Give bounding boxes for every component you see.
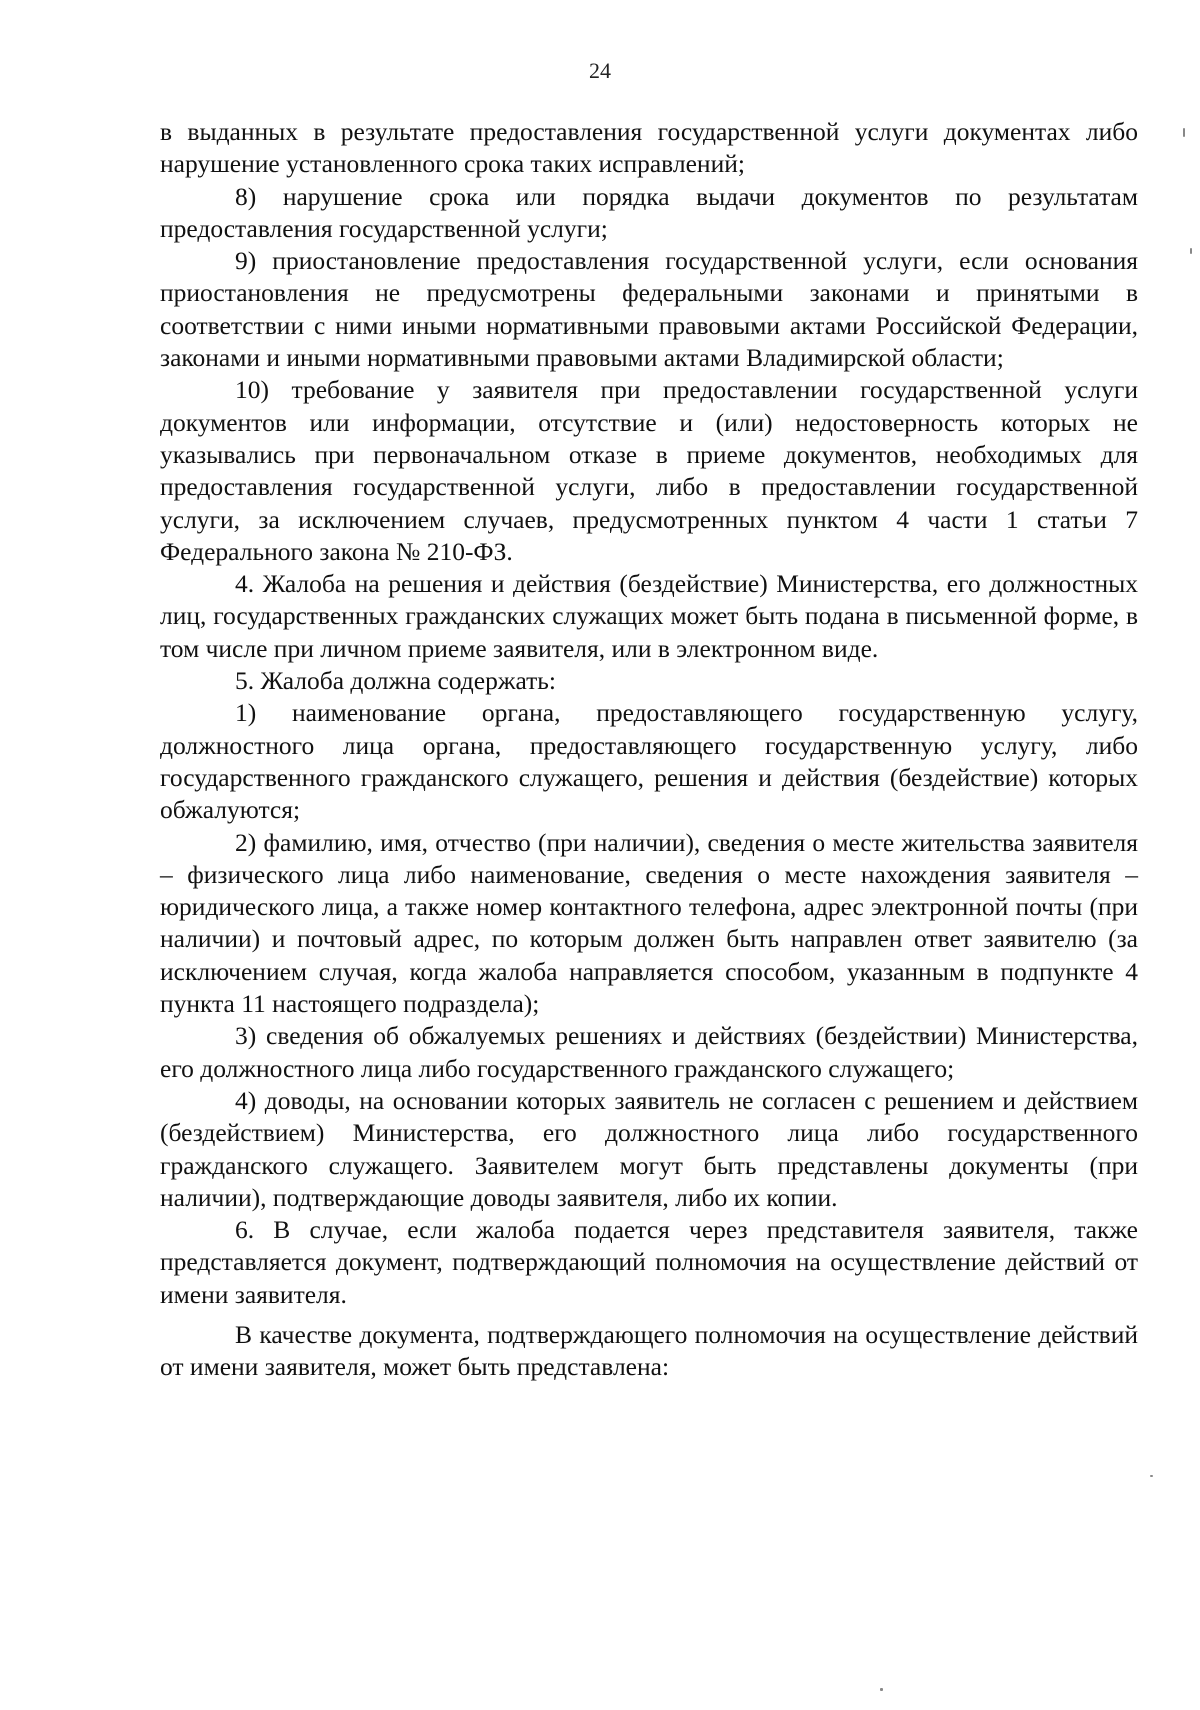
paragraph-clause-6: 6. В случае, если жалоба подается через представителя заявителя, также представляется документ, подтверждающий полномочия на осуществление действий от имени заявителя. [160,1215,1138,1309]
paragraph-document-proof: В качестве документа, подтверждающего полномочия на осуществление действий от имени заявителя, может быть представлена: [160,1319,1138,1382]
scan-speck [1190,248,1192,254]
scan-speck [1150,1475,1153,1477]
paragraph-continuation: в выданных в результате предоставления государственной услуги документах либо нарушение установленного срока таких исправлений; [160,117,1138,179]
paragraph-item-8: 8) нарушение срока или порядка выдачи документов по результатам предоставления государственной услуги; [160,181,1138,243]
paragraph-clause-4: 4. Жалоба на решения и действия (бездействие) Министерства, его должностных лиц, государственных гражданских служащих может быть подана в письменной форме, в том числе при личном приеме заявителя, или в электронном виде. [160,569,1138,663]
paragraph-item-9: 9) приостановление предоставления государственной услуги, если основания приостановления не предусмотрены федеральными законами и принятыми в соответствии с ними иными нормативными правовыми актами Российской Федерации, законами и иными нормативными правовыми актами Владимирской области; [160,246,1138,373]
paragraph-subitem-1: 1) наименование органа, предоставляющего государственную услугу, должностного лица органа, предоставляющего государственную услугу, либо государственного гражданского служащего, решения и действия (бездействие) которых обжалуются; [160,698,1138,825]
paragraph-subitem-4: 4) доводы, на основании которых заявитель не согласен с решением и действием (бездействием) Министерства, его должностного лица либо государственного гражданского служащего. Заявителем могут быть представлены документы (при наличии), подтверждающие доводы заявителя, либо их копии. [160,1085,1138,1212]
paragraph-subitem-2: 2) фамилию, имя, отчество (при наличии), сведения о месте жительства заявителя – физического лица либо наименование, сведения о месте нахождения заявителя – юридического лица, а также номер контактного телефона, адрес электронной почты (при наличии) и почтовый адрес, по которым должен быть направлен ответ заявителю (за исключением случая, когда жалоба направляется способом, указанным в подпункте 4 пункта 11 настоящего подраздела); [160,827,1138,1019]
scan-speck [1183,128,1185,137]
paragraph-clause-5: 5. Жалоба должна содержать: [235,666,556,696]
document-body [160,116,1138,1384]
page-number: 24 [589,58,611,83]
paragraph-item-10: 10) требование у заявителя при предоставлении государственной услуги документов или информации, отсутствие и (или) недостоверность которых не указывались при первоначальном отказе в приеме документов, необходимых для предоставления государственной услуги, либо в предоставлении государственной услуги, за исключением случаев, предусмотренных пунктом 4 части 1 статьи 7 Федерального закона № 210-ФЗ. [160,375,1138,566]
scan-speck [880,1688,883,1691]
paragraph-subitem-3: 3) сведения об обжалуемых решениях и действиях (бездействии) Министерства, его должностного лица либо государственного гражданского служащего; [160,1021,1138,1083]
